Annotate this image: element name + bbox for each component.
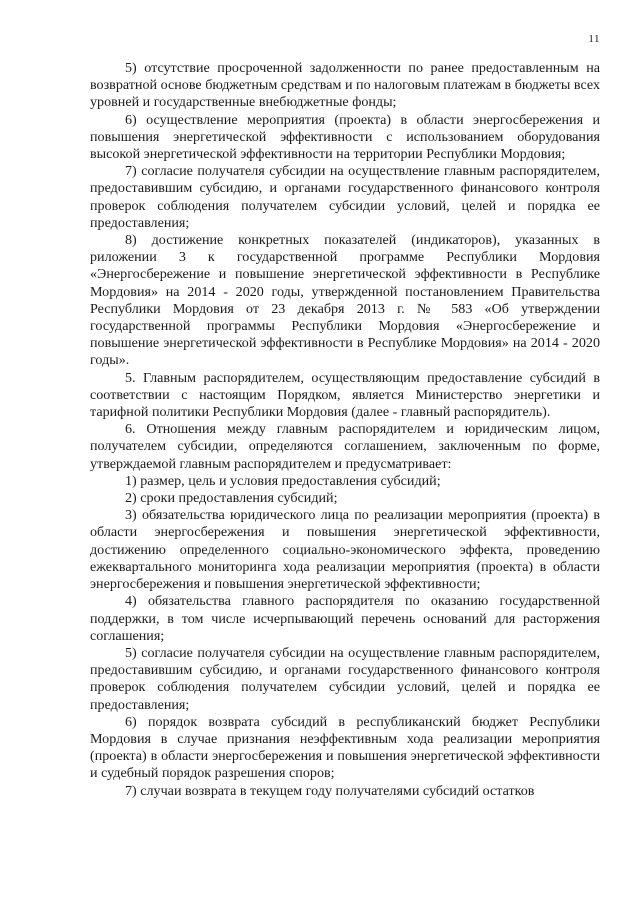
paragraph-condition-7: 7) согласие получателя субсидии на осуществление главным распорядителем, предоставившим субсидию, и органами государственного финансового контроля проверок соблюдения получателем субсидии условий, целей и порядка ее предоставления;: [90, 163, 600, 231]
paragraph-condition-6: 6) осуществление мероприятия (проекта) в области энергосбережения и повышения энергетической эффективности с использованием оборудования высокой энергетической эффективности на территории Республики Мордовия;: [90, 111, 600, 163]
paragraph-agreement-item-5: 5) согласие получателя субсидии на осуществление главным распорядителем, предоставившим субсидию, и органами государственного финансового контроля проверок соблюдения получателем субсидии условий, целей и порядка ее предоставления;: [90, 644, 600, 713]
paragraph-condition-5: 5) отсутствие просроченной задолженности по ранее предоставленным на возвратной основе бюджетным средствам и по налоговым платежам в бюджеты всех уровней и государственные внебюджетные фонды;: [90, 60, 600, 111]
paragraph-agreement-item-4: 4) обязательства главного распорядителя по оказанию государственной поддержки, в том числе исчерпывающий перечень оснований для расторжения соглашения;: [90, 593, 600, 644]
document-body: [90, 60, 600, 800]
paragraph-section-5: 5. Главным распорядителем, осуществляющим предоставление субсидий в соответствии с настоящим Порядком, является Министерство энергетики и тарифной политики Республики Мордовия (далее - главный распорядитель).: [90, 369, 600, 421]
paragraph-agreement-item-3: 3) обязательства юридического лица по реализации мероприятия (проекта) в области энергосбережения и повышения энергетической эффективности, достижению определенного социально-экономического эффекта, проведению ежеквартального мониторинга хода реализации мероприятия (проекта) в области энергосбережения и повышения энергетической эффективности;: [90, 507, 600, 593]
paragraph-agreement-item-2: 2) сроки предоставления субсидий;: [125, 490, 338, 507]
paragraph-condition-8: 8) достижение конкретных показателей (индикаторов), указанных в риложении 3 к государственной программе Республики Мордовия «Энергосбережение и повышение энергетической эффективности в Республике Мордовия» на 2014 - 2020 годы, утвержденной постановлением Правительства Республики Мордовия от 23 декабря 2013 г. № 583 «Об утверждении государственной программы Республики Мордовия «Энергосбережение и повышение энергетической эффективности в Республике Мордовия» на 2014 - 2020 годы».: [90, 232, 600, 369]
paragraph-section-6: 6. Отношения между главным распорядителем и юридическим лицом, получателем субсидии, определяются соглашением, заключенным по форме, утверждаемой главным распорядителем и предусматривает:: [90, 421, 600, 472]
paragraph-agreement-item-1: 1) размер, цель и условия предоставления субсидий;: [125, 472, 441, 489]
paragraph-agreement-item-7: 7) случаи возврата в текущем году получателями субсидий остатков: [125, 782, 535, 799]
page-number: 11: [588, 33, 600, 45]
paragraph-agreement-item-6: 6) порядок возврата субсидий в республиканский бюджет Республики Мордовия в случае признания неэффективным хода реализации мероприятия (проекта) в области энергосбережения и повышения энергетической эффективности и судебный порядок разрешения споров;: [90, 713, 600, 782]
